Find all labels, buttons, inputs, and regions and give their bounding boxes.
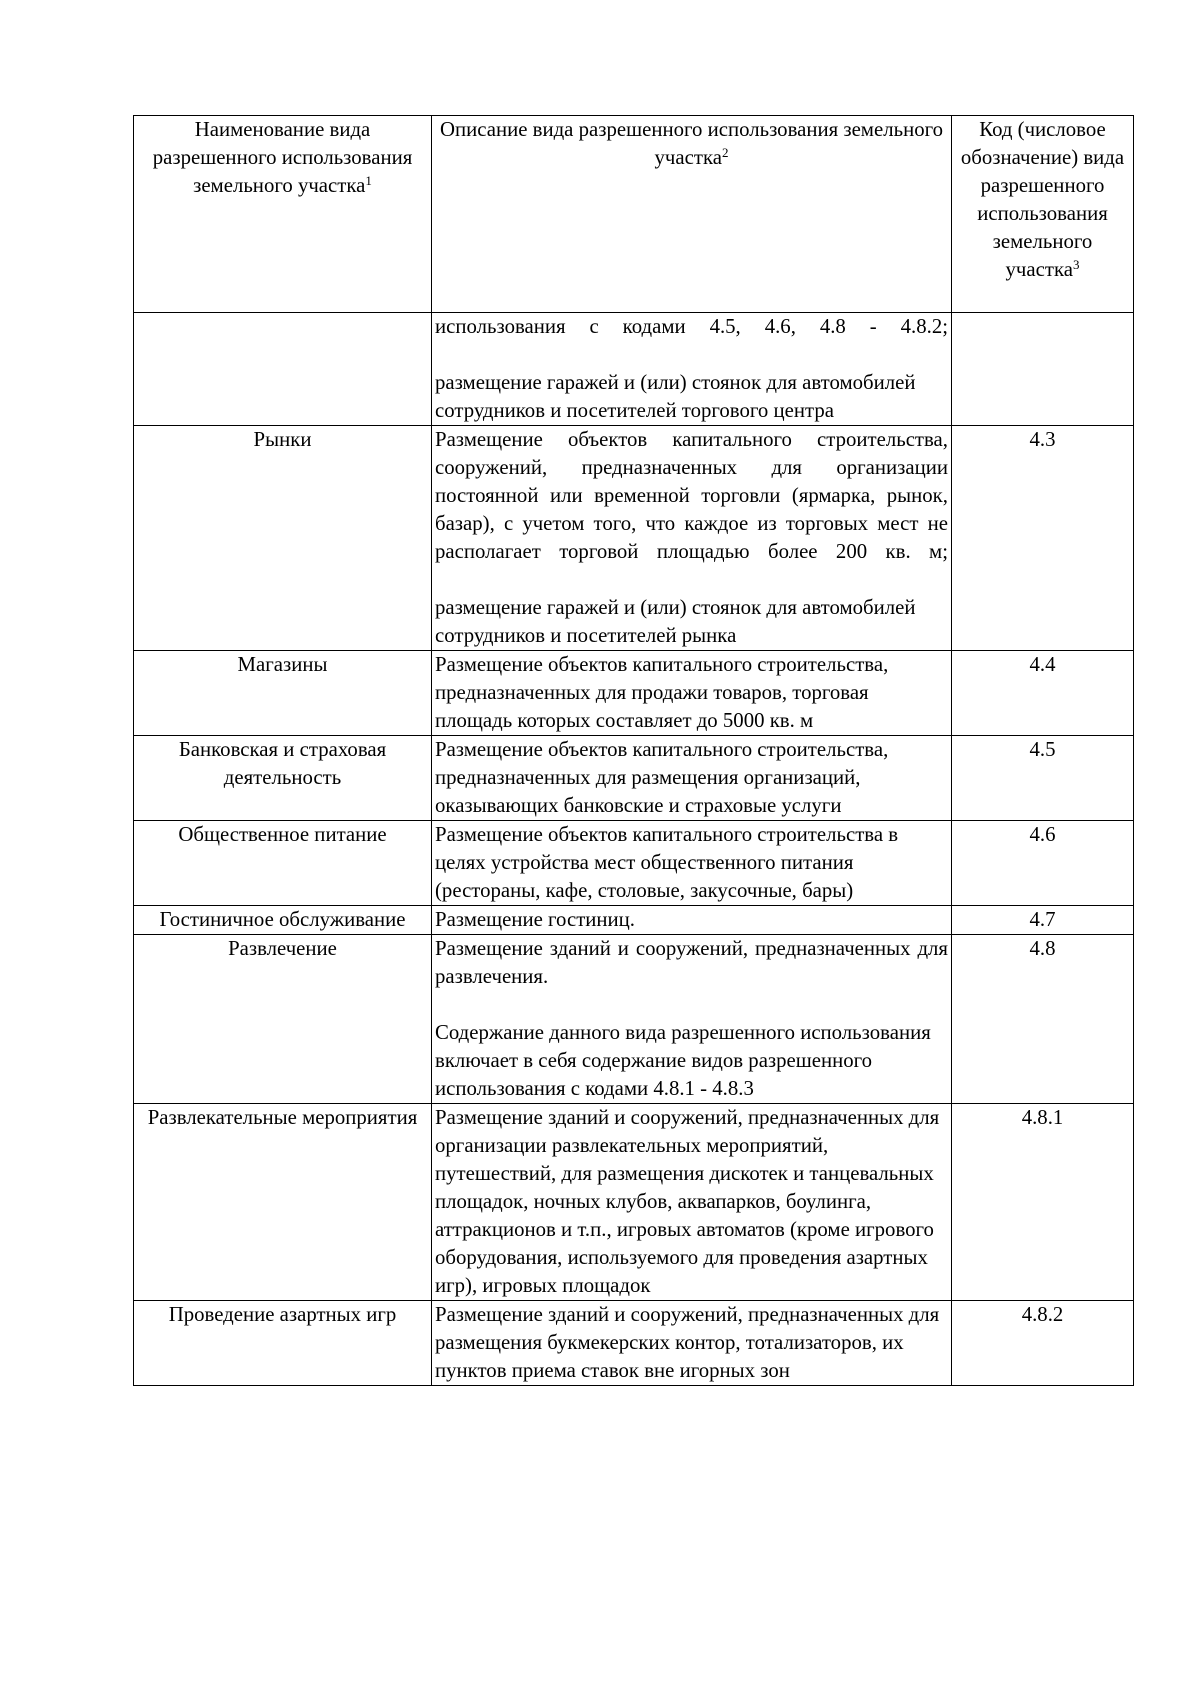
use-description-cell (432, 1104, 952, 1301)
footnote-mark-3: 3 (1072, 257, 1080, 272)
table-header (134, 116, 1134, 313)
header-use-description (432, 116, 952, 313)
use-code-cell (952, 313, 1134, 426)
use-description-cell (432, 313, 952, 426)
header-use-name-text: Наименование вида разрешенного использования земельного участка (152, 118, 413, 197)
description-paragraph: Размещение объектов капитального строительства в целях устройства мест общественного питания (рестораны, кафе, столовые, закусочные, бары) (435, 823, 899, 902)
use-description-cell (432, 1301, 952, 1386)
use-description-cell (432, 821, 952, 906)
use-code-cell: 4.8.1 (952, 1104, 1134, 1301)
description-paragraph: использования с кодами 4.5, 4.6, 4.8 - 4.8.2; (435, 315, 948, 338)
land-use-classifier-table (133, 115, 1134, 1386)
table-row (134, 736, 1134, 821)
use-name-cell: Проведение азартных игр (134, 1301, 432, 1386)
header-use-code-text: Код (числовое обозначение) вида разрешенного использования земельного участка (960, 118, 1125, 281)
description-paragraph: Размещение зданий и сооружений, предназначенных для организации развлекательных мероприятий, путешествий, для размещения дискотек и танцевальных площадок, ночных клубов, аквапарков, боулинга, аттракционов и т.п., игровых автоматов (кроме игрового оборудования, используемого для проведения азартных игр), игровых площадок (435, 1106, 940, 1297)
footnote-mark-1: 1 (365, 173, 372, 188)
table-row (134, 821, 1134, 906)
table-row (134, 906, 1134, 935)
use-code-cell: 4.5 (952, 736, 1134, 821)
use-name-cell: Общественное питание (134, 821, 432, 906)
use-description-cell (432, 935, 952, 1104)
table-body (134, 313, 1134, 1386)
use-code-cell: 4.7 (952, 906, 1134, 935)
footnote-mark-2: 2 (721, 145, 729, 160)
table-row (134, 935, 1134, 1104)
use-name-cell: Банковская и страховая деятельность (134, 736, 432, 821)
table-row (134, 313, 1134, 426)
use-name-cell: Развлечение (134, 935, 432, 1104)
description-paragraph: Размещение объектов капитального строительства, предназначенных для продажи товаров, торговая площадь которых составляет до 5000 кв. м (435, 653, 889, 732)
table-row (134, 426, 1134, 651)
table-row (134, 1301, 1134, 1386)
use-name-cell: Рынки (134, 426, 432, 651)
use-description-cell (432, 736, 952, 821)
description-paragraph: размещение гаражей и (или) стоянок для автомобилей сотрудников и посетителей торгового центра (435, 371, 916, 422)
description-paragraph: Размещение зданий и сооружений, предназначенных для развлечения. (435, 937, 948, 988)
use-description-cell (432, 651, 952, 736)
description-paragraph: размещение гаражей и (или) стоянок для автомобилей сотрудников и посетителей рынка (435, 596, 916, 647)
table-row (134, 651, 1134, 736)
use-code-cell: 4.8.2 (952, 1301, 1134, 1386)
use-name-cell (134, 313, 432, 426)
use-description-cell (432, 426, 952, 651)
header-row (134, 116, 1134, 313)
header-use-description-text: Описание вида разрешенного использования земельного участка (439, 118, 944, 169)
description-paragraph: Размещение объектов капитального строительства, сооружений, предназначенных для организации постоянной или временной торговли (ярмарка, рынок, базар), с учетом того, что каждое из торговых мест не располагает торговой площадью более 200 кв. м; (435, 428, 948, 563)
use-code-cell: 4.3 (952, 426, 1134, 651)
description-paragraph: Размещение зданий и сооружений, предназначенных для размещения букмекерских контор, тотализаторов, их пунктов приема ставок вне игорных зон (435, 1303, 940, 1382)
header-use-code (952, 116, 1134, 313)
use-name-cell: Развлекательные мероприятия (134, 1104, 432, 1301)
table-row (134, 1104, 1134, 1301)
use-code-cell: 4.4 (952, 651, 1134, 736)
use-name-cell: Гостиничное обслуживание (134, 906, 432, 935)
description-paragraph: Содержание данного вида разрешенного использования включает в себя содержание видов разрешенного использования с кодами 4.8.1 - 4.8.3 (435, 1021, 931, 1100)
use-code-cell: 4.6 (952, 821, 1134, 906)
use-description-cell (432, 906, 952, 935)
description-paragraph: Размещение объектов капитального строительства, предназначенных для размещения организаций, оказывающих банковские и страховые услуги (435, 738, 889, 817)
header-use-name (134, 116, 432, 313)
use-name-cell: Магазины (134, 651, 432, 736)
use-code-cell: 4.8 (952, 935, 1134, 1104)
description-paragraph: Размещение гостиниц. (435, 908, 636, 931)
